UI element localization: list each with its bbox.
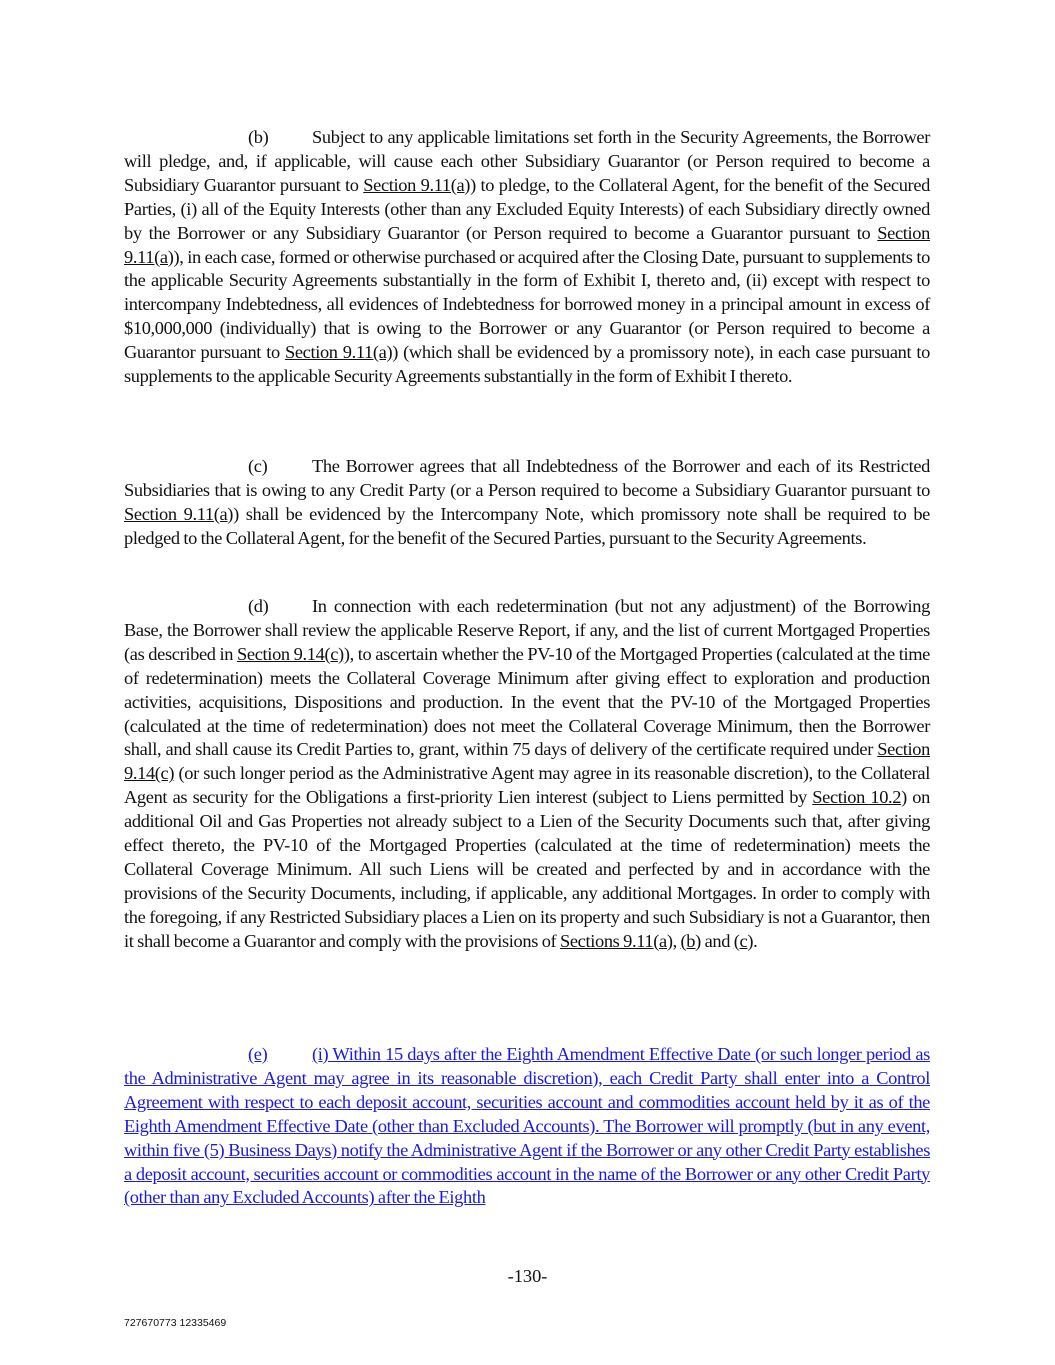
section-reference: Section 10.2 [812, 787, 902, 808]
paragraph-text: In connection with each redetermination (but not any adjustment) of the Borrowing Base, the Borrower shall review the applicable Reserve Report, if any, and the list of current Mortgaged Properties (as described in [124, 596, 930, 664]
paragraph-d [124, 595, 930, 954]
section-reference: (c) [733, 930, 754, 951]
paragraph-label: (c) [248, 456, 268, 476]
paragraph-text: ), to ascertain whether the PV-10 of the Mortgaged Properties (calculated at the time of redetermination) meets the Collateral Coverage Minimum after giving effect to exploration and production activities, acquisitions, Dispositions and production. In the event that the PV-10 of the Mortgaged Properties (calculated at the time of redetermination) does not meet the Collateral Coverage Minimum, then the Borrower shall, and shall cause its Credit Parties to, grant, within 75 days of delivery of the certificate required under [124, 643, 930, 760]
section-reference: Section 9.14(c) [237, 643, 344, 664]
paragraph-label: (d) [248, 596, 269, 616]
section-reference: Section 9.11(a) [124, 503, 234, 524]
paragraph-label: (e) [248, 1044, 268, 1064]
paragraph-e-inserted [124, 1043, 930, 1210]
paragraph-text: . [753, 930, 758, 951]
document-id: 727670773 12335469 [124, 1317, 227, 1329]
paragraph-text: ) (which shall be evidenced by a promissory note), in each case pursuant to supplements to the applicable Security Agreements substantially in the form of Exhibit I thereto. [124, 342, 931, 387]
paragraph-text: , [672, 930, 681, 951]
paragraph-text: ) to pledge, to the Collateral Agent, for the benefit of the Secured Parties, (i) all of the Equity Interests (other than any Excluded Equity Interests) of each Subsidiary directly owned by the Borrower or any Subsidiary Guarantor (or Person required to become a Guarantor pursuant to [124, 174, 930, 243]
paragraph-label: (b) [248, 127, 269, 147]
section-reference: Section 9.11(a) [124, 222, 930, 267]
paragraph-text: and [700, 930, 734, 951]
paragraph-c [124, 455, 930, 551]
paragraph-b [124, 126, 930, 389]
section-reference: Section 9.11(a) [363, 174, 471, 195]
paragraph-text: The Borrower agrees that all Indebtedness of the Borrower and each of its Restricted Subsidiaries that is owing to any Credit Party (or a Person required to become a Subsidiary Guarantor pursuant to [124, 456, 930, 500]
paragraph-text: Subject to any applicable limitations set forth in the Security Agreements, the Borrower will pledge, and, if applicable, will cause each other Subsidiary Guarantor (or Person required to become a Subsidiary Guarantor pursuant to [124, 127, 930, 195]
section-reference: Section 9.14(c) [124, 739, 930, 784]
paragraph-text: (i) Within 15 days after the Eighth Amendment Effective Date (or such longer period as the Administrative Agent may agree in its reasonable discretion), each Credit Party shall enter into a Control Agreement with respect to each deposit account, securities account and commodities account held by it as of the Eighth Amendment Effective Date (other than Excluded Accounts). The Borrower will promptly (but in any event, within five (5) Business Days) notify the Administrative Agent if the Borrower or any other Credit Party establishes a deposit account, securities account or commodities account in the name of the Borrower or any other Credit Party (other than any Excluded Accounts) after the Eighth [124, 1044, 930, 1208]
section-reference: Section 9.11(a) [284, 342, 393, 363]
paragraph-text: ), in each case, formed or otherwise purchased or acquired after the Closing Date, pursuant to supplements to the applicable Security Agreements substantially in the form of Exhibit I, thereto and, (ii) except with respect to intercompany Indebtedness, all evidences of Indebtedness for borrowed money in a principal amount in excess of $10,000,000 (individually) that is owing to the Borrower or any Guarantor (or Person required to become a Guarantor pursuant to [124, 246, 930, 363]
section-reference: (b) [680, 930, 701, 951]
paragraph-text: ) shall be evidenced by the Intercompany Note, which promissory note shall be required to be pledged to the Collateral Agent, for the benefit of the Secured Parties, pursuant to the Security Agreements. [124, 503, 930, 548]
paragraph-text: (or such longer period as the Administrative Agent may agree in its reasonable discretion), to the Collateral Agent as security for the Obligations a first-priority Lien interest (subject to Liens permitted by [124, 763, 930, 808]
section-reference: Sections 9.11(a) [559, 930, 673, 951]
page-number: -130- [507, 1266, 548, 1286]
paragraph-text: ) on additional Oil and Gas Properties not already subject to a Lien of the Security Documents such that, after giving effect thereto, the PV-10 of the Mortgaged Properties (calculated at the time of redetermination) meets the Collateral Coverage Minimum. All such Liens will be created and perfected by and in accordance with the provisions of the Security Documents, including, if applicable, any additional Mortgages. In order to comply with the foregoing, if any Restricted Subsidiary places a Lien on its property and such Subsidiary is not a Guarantor, then it shall become a Guarantor and comply with the provisions of [124, 787, 930, 951]
